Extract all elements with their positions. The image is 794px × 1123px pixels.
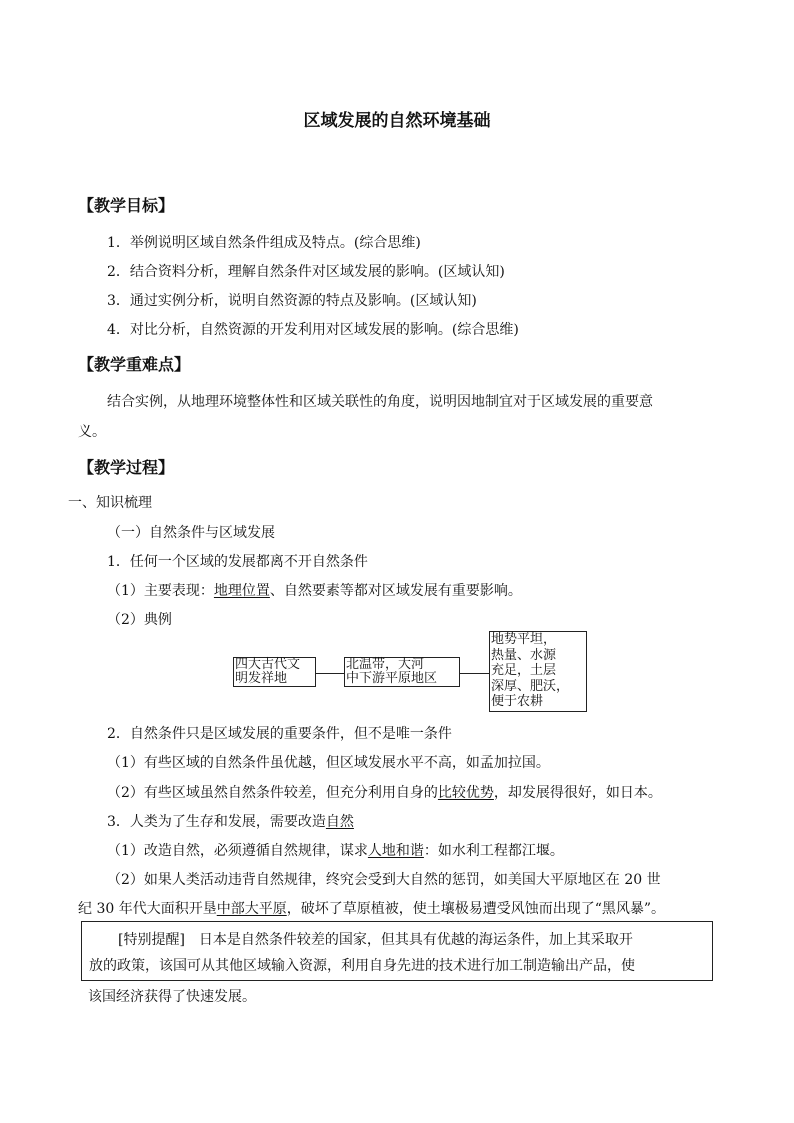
subsection-heading: （一）自然条件与区域发展 <box>107 525 275 541</box>
point-3-1-prefix: （1）改造自然，必须遵循自然规律，谋求 <box>107 843 368 859</box>
point-2-2-prefix: （2）有些区域虽然自然条件较差，但充分利用自身的 <box>107 785 438 801</box>
goal-item: 2．结合资料分析，理解自然条件对区域发展的影响。(区域认知) <box>107 264 505 280</box>
point-1-1 <box>107 582 522 600</box>
underlined-term: 人地和谐 <box>367 843 424 859</box>
diagram-box-2 <box>344 657 460 687</box>
underlined-term: 中部大平原 <box>216 901 287 917</box>
point-3-2-line2 <box>78 900 665 918</box>
point-3-1 <box>107 842 564 860</box>
note-line2: 放的政策，该国可从其他区域输入资源，利用自身先进的技术进行加工制造输出产品，使 <box>89 958 635 974</box>
point-3-2-suffix: ，破坏了草原植被，使土壤极易遭受风蚀而出现了“黑风暴”。 <box>286 901 666 917</box>
diagram-box-3-text: 地势平坦， 热量、水源 充足，土层 深厚、肥沃， 便于农耕 <box>491 632 570 709</box>
diagram-connector <box>460 673 489 674</box>
underlined-term: 地理位置 <box>213 583 270 599</box>
point-1-2: （2）典例 <box>107 612 172 628</box>
note-line3: 该国经济获得了快速发展。 <box>88 989 256 1005</box>
part-heading: 一、知识梳理 <box>68 495 152 511</box>
point-3-2-line1: （2）如果人类活动违背自然规律，终究会受到大自然的惩罚，如美国大平原地区在 20 世 <box>107 872 661 888</box>
point-3-2-prefix: 纪 30 年代大面积开垦 <box>78 901 217 917</box>
underlined-term: 比较优势 <box>437 785 494 801</box>
point-3-prefix: 3．人类为了生存和发展，需要改造 <box>107 814 326 830</box>
point-2: 2．自然条件只是区域发展的重要条件，但不是唯一条件 <box>107 726 452 742</box>
point-2-1: （1）有些区域的自然条件虽优越，但区域发展水平不高，如孟加拉国。 <box>107 755 550 771</box>
diagram-connector <box>316 673 344 674</box>
diagram-box-1 <box>233 657 316 687</box>
key-text-line1: 结合实例，从地理环境整体性和区域关联性的角度，说明因地制宜对于区域发展的重要意 <box>107 394 653 410</box>
point-1: 1．任何一个区域的发展都离不开自然条件 <box>107 554 368 570</box>
point-1-1-prefix: （1）主要表现： <box>107 583 214 599</box>
goal-item: 1．举例说明区域自然条件组成及特点。(综合思维) <box>107 235 421 251</box>
note-line1: [特别提醒] 日本是自然条件较差的国家，但其具有优越的海运条件，加上其采取开 <box>118 932 633 948</box>
point-3-1-suffix: ：如水利工程都江堰。 <box>423 843 564 859</box>
process-heading: 【教学过程】 <box>78 458 175 477</box>
underlined-term: 自然 <box>325 814 354 830</box>
point-2-2 <box>107 784 662 802</box>
special-note-box <box>81 921 713 981</box>
diagram-box-2-text: 北温带，大河 中下游平原地区 <box>346 657 438 686</box>
goal-item: 4．对比分析，自然资源的开发利用对区域发展的影响。(综合思维) <box>107 322 519 338</box>
page-title: 区域发展的自然环境基础 <box>303 111 491 131</box>
key-heading: 【教学重难点】 <box>78 355 191 374</box>
point-2-2-suffix: ，却发展得很好，如日本。 <box>493 785 662 801</box>
point-3 <box>107 813 354 831</box>
goals-heading: 【教学目标】 <box>78 196 175 215</box>
point-1-1-suffix: 、自然要素等都对区域发展有重要影响。 <box>269 583 522 599</box>
key-text-line2: 义。 <box>78 424 106 440</box>
diagram-box-3 <box>489 631 587 712</box>
goal-item: 3．通过实例分析，说明自然资源的特点及影响。(区域认知) <box>107 293 477 309</box>
diagram-box-1-text: 四大古代文 明发祥地 <box>235 657 301 686</box>
